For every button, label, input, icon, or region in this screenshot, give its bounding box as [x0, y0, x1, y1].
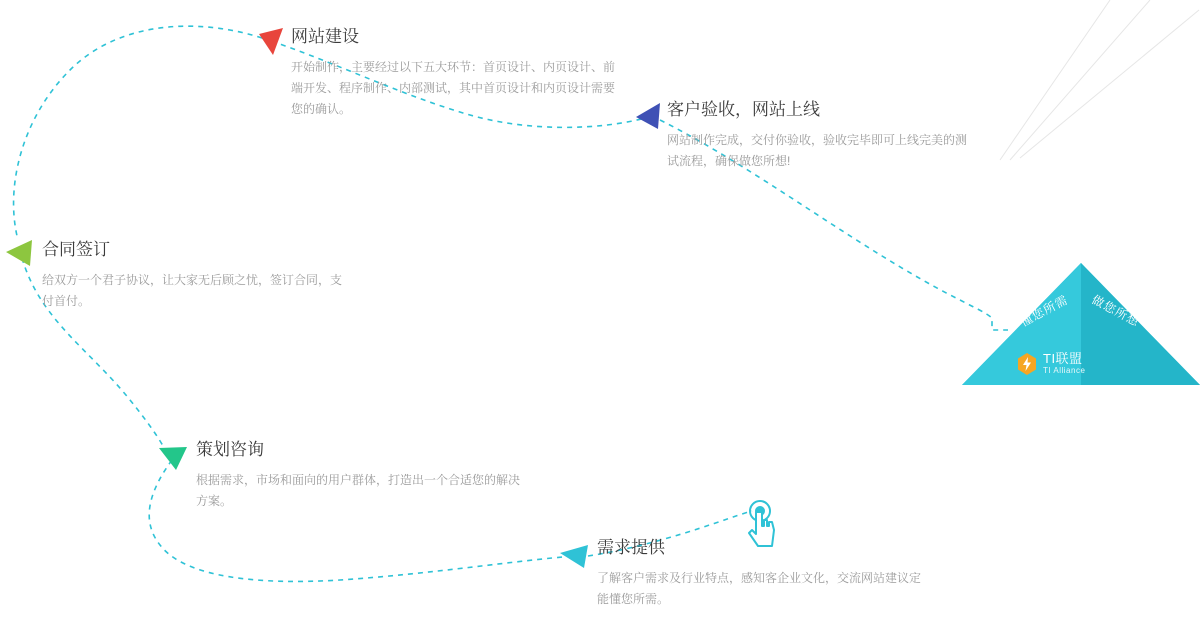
- arrow-head-planning: [159, 447, 187, 470]
- logo-brand-text: [1043, 352, 1085, 375]
- logo-brand: [1017, 352, 1085, 375]
- node-website-construction[interactable]: [291, 27, 621, 120]
- ti-alliance-logo: [962, 262, 1200, 387]
- decorative-lines: [1000, 0, 1199, 160]
- node-title: 客户验收，网站上线: [667, 100, 820, 119]
- logo-slogan-right: 做您所想: [1089, 292, 1143, 330]
- node-title: 策划咨询: [196, 440, 264, 459]
- node-description: 网站制作完成，交付你验收，验收完毕即可上线完美的测试流程，确保做您所想!: [667, 133, 968, 168]
- node-description: 根据需求，市场和面向的用户群体，打造出一个合适您的解决方案。: [196, 473, 521, 508]
- node-contract-signing[interactable]: [42, 240, 342, 312]
- logo-brand-en: TI Alliance: [1043, 366, 1086, 375]
- arrow-head-website: [259, 28, 283, 55]
- node-client-acceptance[interactable]: [667, 100, 967, 172]
- node-title: 需求提供: [597, 538, 665, 557]
- node-description: 给双方一个君子协议，让大家无后顾之忧，签订合同，支付首付。: [42, 273, 343, 308]
- arrow-head-contract: [6, 240, 32, 266]
- arrow-head-demand: [560, 545, 588, 568]
- arrow-head-accept: [636, 103, 660, 129]
- node-planning-consultation[interactable]: [196, 440, 526, 512]
- node-title: 合同签订: [42, 240, 110, 259]
- node-description: 开始制作，主要经过以下五大环节：首页设计、内页设计、前端开发、程序制作、内部测试，其中首页设计和内页设计需要您的确认。: [291, 60, 616, 116]
- node-title: 网站建设: [291, 27, 359, 46]
- hand-pointer-icon: [742, 500, 782, 552]
- logo-brand-cn: TI联盟: [1043, 351, 1083, 366]
- hexagon-bolt-icon: [1017, 353, 1037, 375]
- logo-slogan-left: 懂您所需: [1017, 292, 1071, 330]
- node-description: 了解客户需求及行业特点，感知客企业文化，交流网站建议定能懂您所需。: [597, 571, 922, 606]
